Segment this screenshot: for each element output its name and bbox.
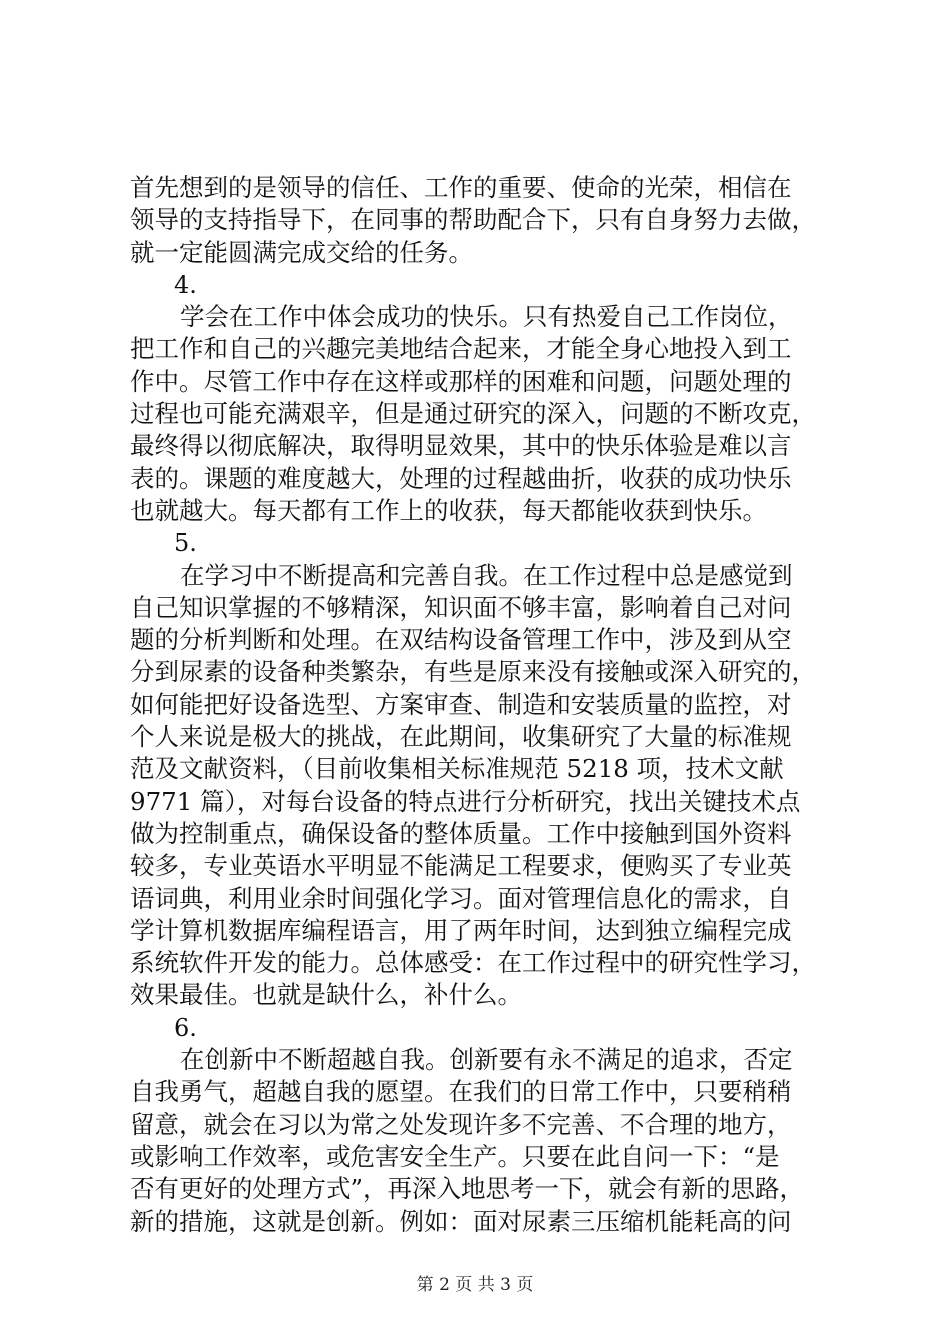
- text-line: 语词典，利用业余时间强化学习。面对管理信息化的需求，自: [130, 883, 792, 913]
- text-line: 或影响工作效率，或危害安全生产。只要在此自问一下：“是: [130, 1141, 780, 1171]
- text-line: 系统软件开发的能力。总体感受：在工作过程中的研究性学习，: [130, 948, 816, 978]
- text-line: 在学习中不断提高和完善自我。在工作过程中总是感觉到: [180, 560, 793, 590]
- text-line: 作中。尽管工作中存在这样或那样的困难和问题，问题处理的: [130, 366, 792, 396]
- text-line: 题的分析判断和处理。在双结构设备管理工作中，涉及到从空: [130, 625, 792, 655]
- section-5: [130, 527, 840, 1011]
- text-line: 个人来说是极大的挑战，在此期间，收集研究了大量的标准规: [130, 722, 792, 752]
- document-body: [130, 172, 840, 1238]
- text-line: 分到尿素的设备种类繁杂，有些是原来没有接触或深入研究的，: [130, 657, 816, 687]
- text-line: 过程也可能充满艰辛，但是通过研究的深入，问题的不断攻克，: [130, 399, 816, 429]
- text-line: 也就越大。每天都有工作上的收获，每天都能收获到快乐。: [130, 495, 767, 525]
- text-line: 较多，专业英语水平明显不能满足工程要求，便购买了专业英: [130, 851, 792, 881]
- section-number: 4.: [174, 270, 197, 299]
- text-line: 首先想到的是领导的信任、工作的重要、使命的光荣，相信在: [130, 173, 792, 202]
- text-line: 自己知识掌握的不够精深，知识面不够丰富，影响着自己对问: [130, 592, 792, 622]
- section-paragraph: [130, 1044, 840, 1238]
- text-line: 新的措施，这就是创新。例如：面对尿素三压缩机能耗高的问: [130, 1206, 792, 1236]
- text-line: 否有更好的处理方式”，再深入地思考一下，就会有新的思路，: [130, 1174, 805, 1204]
- intro-paragraph: [130, 172, 840, 269]
- text-line: 最终得以彻底解决，取得明显效果，其中的快乐体验是难以言: [130, 431, 792, 461]
- section-6: [130, 1012, 840, 1238]
- text-line: 领导的支持指导下，在同事的帮助配合下，只有自身努力去做，: [130, 205, 816, 235]
- text-line: 效果最佳。也就是缺什么，补什么。: [130, 980, 522, 1010]
- section-4: [130, 269, 840, 527]
- text-line: 学会在工作中体会成功的快乐。只有热爱自己工作岗位，: [180, 302, 793, 332]
- text-line: 留意，就会在习以为常之处发现许多不完善、不合理的地方，: [130, 1109, 792, 1139]
- page-footer: 第 2 页 共 3 页: [416, 1275, 534, 1295]
- text-line: 就一定能圆满完成交给的任务。: [130, 237, 473, 267]
- section-paragraph: [130, 301, 840, 527]
- text-line: 9771 篇），对每台设备的特点进行分析研究，找出关键技术点: [130, 786, 801, 816]
- text-line: 学计算机数据库编程语言，用了两年时间，达到独立编程完成: [130, 915, 792, 945]
- text-line: 自我勇气，超越自我的愿望。在我们的日常工作中，只要稍稍: [130, 1077, 792, 1107]
- text-line: 把工作和自己的兴趣完美地结合起来，才能全身心地投入到工: [130, 334, 792, 364]
- text-line: 表的。课题的难度越大，处理的过程越曲折，收获的成功快乐: [130, 463, 792, 493]
- section-number: 6.: [174, 1013, 197, 1042]
- section-number: 5.: [174, 529, 197, 558]
- text-line: 在创新中不断超越自我。创新要有永不满足的追求，否定: [180, 1045, 793, 1075]
- text-line: 范及文献资料，（目前收集相关标准规范 5218 项，技术文献: [130, 754, 784, 784]
- section-paragraph: [130, 560, 840, 1012]
- text-line: 做为控制重点，确保设备的整体质量。工作中接触到国外资料: [130, 818, 792, 848]
- text-line: 如何能把好设备选型、方案审查、制造和安装质量的监控，对: [130, 689, 792, 719]
